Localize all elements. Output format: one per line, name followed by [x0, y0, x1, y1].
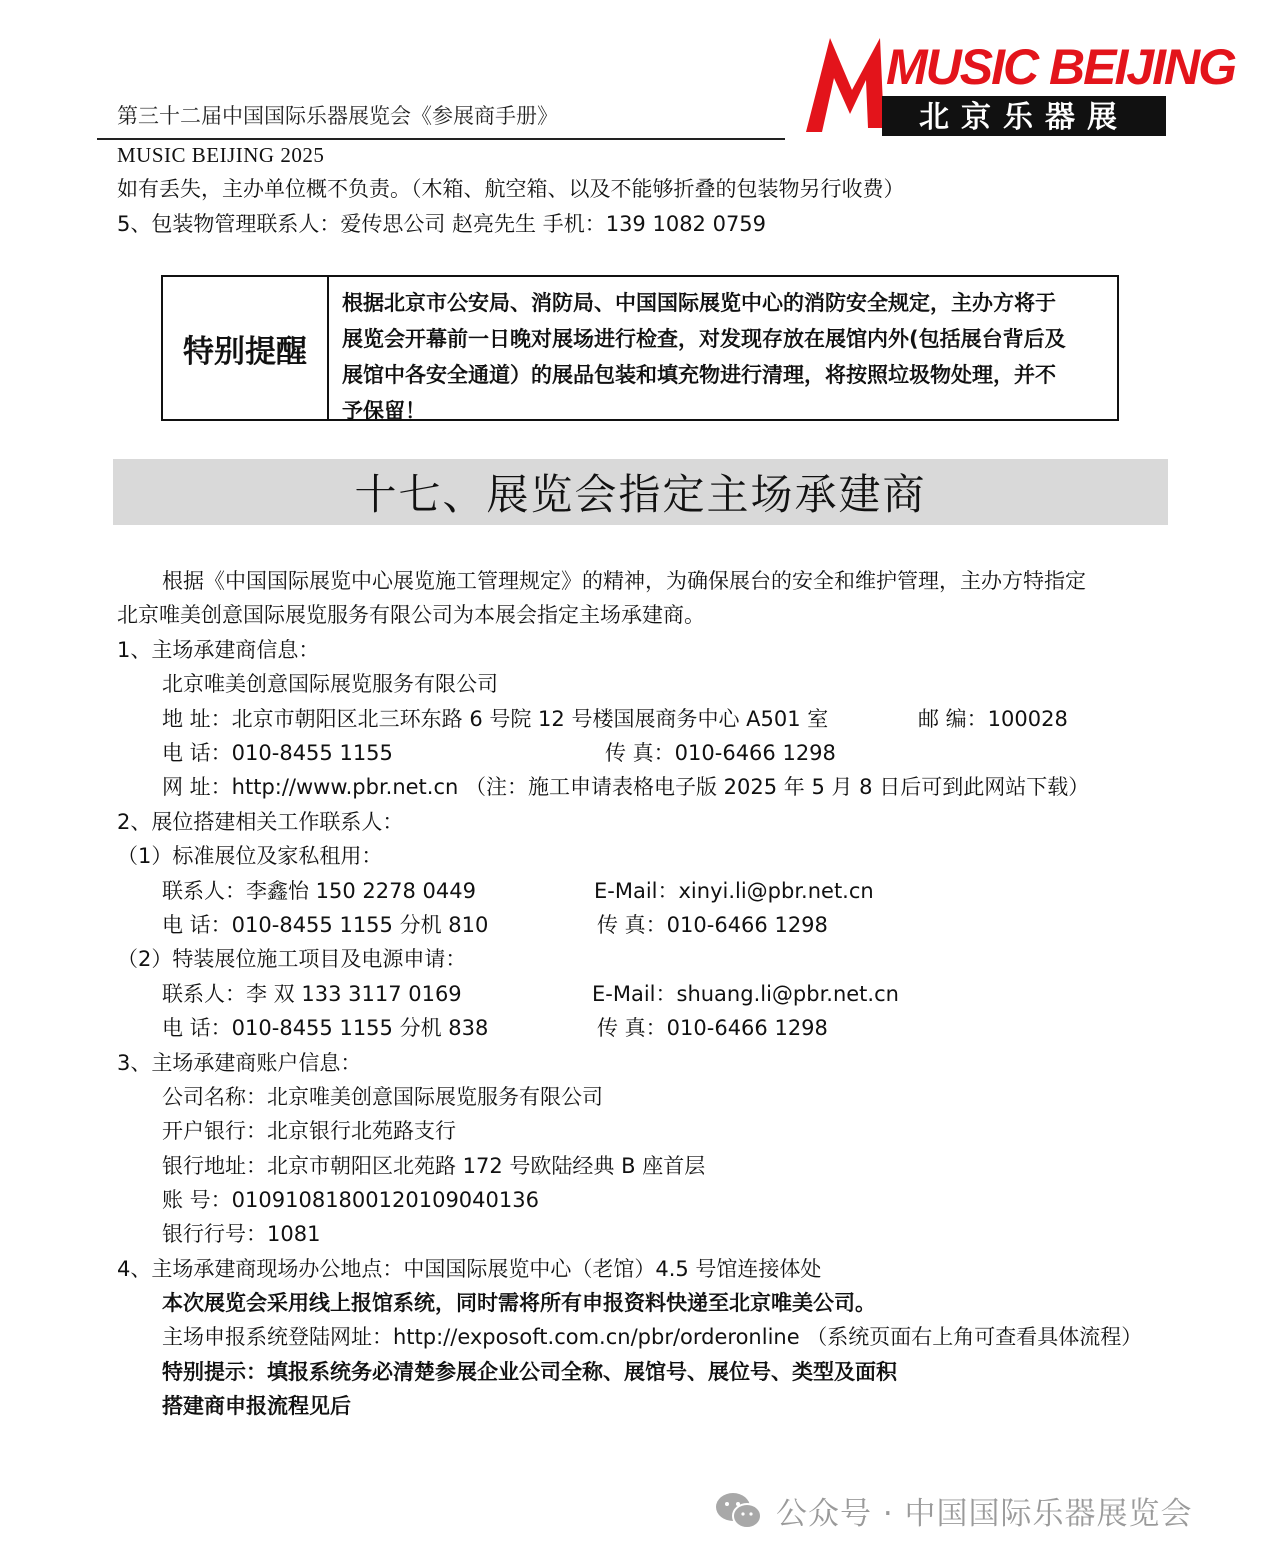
contact-2-phone: 电 话：010-8455 1155 分机 838 [162, 1016, 489, 1040]
company-name: 北京唯美创意国际展览服务有限公司 [162, 672, 498, 696]
header-rule [97, 138, 785, 140]
section-item-2: 2、展位搭建相关工作联系人： [117, 810, 404, 834]
notice-line: 根据北京市公安局、消防局、中国国际展览中心的消防安全规定，主办方将于 [342, 291, 1056, 315]
section-item-1: 1、主场承建商信息： [117, 638, 320, 662]
company-address: 地 址：北京市朝阳区北三环东路 6 号院 12 号楼国展商务中心 A501 室 [162, 707, 829, 731]
intro-line-1: 如有丢失，主办单位概不负责。（木箱、航空箱、以及不能够折叠的包装物另行收费） [117, 177, 905, 201]
body-paragraph-2: 北京唯美创意国际展览服务有限公司为本展会指定主场承建商。 [117, 603, 705, 627]
header-subtitle: MUSIC BEIJING 2025 [117, 143, 325, 167]
notice-text [342, 285, 1112, 429]
contact-1-email: E-Mail：xinyi.li@pbr.net.cn [594, 879, 874, 903]
account-company: 公司名称：北京唯美创意国际展览服务有限公司 [162, 1085, 603, 1109]
contact-1-fax: 传 真：010-6466 1298 [597, 913, 828, 937]
online-system-note: 本次展览会采用线上报馆系统，同时需将所有申报资料快递至北京唯美公司。 [162, 1291, 876, 1315]
account-bank-address: 银行地址：北京市朝阳区北苑路 172 号欧陆经典 B 座首层 [162, 1154, 706, 1178]
header-title: 第三十二届中国国际乐器展览会《参展商手册》 [117, 104, 558, 128]
company-fax: 传 真：010-6466 1298 [605, 741, 836, 765]
contact-2-email: E-Mail：shuang.li@pbr.net.cn [592, 982, 899, 1006]
contact-1-name: 联系人：李鑫怡 150 2278 0449 [162, 879, 476, 903]
section-item-3: 3、主场承建商账户信息： [117, 1051, 362, 1075]
account-number: 账 号：01091081800120109040136 [162, 1188, 539, 1212]
wechat-icon [714, 1491, 764, 1531]
notice-label: 特别提醒 [163, 277, 329, 419]
company-website: 网 址：http://www.pbr.net.cn （注：施工申请表格电子版 2025 年 5 月 8 日后可到此网站下载） [162, 775, 1090, 799]
section-item-4: 4、主场承建商现场办公地点：中国国际展览中心（老馆）4.5 号馆连接体处 [117, 1257, 822, 1281]
watermark-text: 公众号 · 中国国际乐器展览会 [776, 1496, 1193, 1532]
intro-line-2: 5、包装物管理联系人：爱传思公司 赵亮先生 手机：139 1082 0759 [117, 212, 767, 236]
login-url-line: 主场申报系统登陆网址：http://exposoft.com.cn/pbr/orderonline （系统页面右上角可查看具体流程） [162, 1325, 1143, 1349]
section-heading: 十七、展览会指定主场承建商 [113, 459, 1168, 525]
logo-lettering-en: MUSIC BEIJING [886, 39, 1236, 95]
company-postcode: 邮 编：100028 [918, 707, 1068, 731]
special-tip: 特别提示：填报系统务必清楚参展企业公司全称、展馆号、展位号、类型及面积 [162, 1360, 897, 1384]
account-bank: 开户银行：北京银行北苑路支行 [162, 1119, 456, 1143]
body-paragraph-1: 根据《中国国际展览中心展览施工管理规定》的精神，为确保展台的安全和维护管理，主办方特指定 [162, 569, 1086, 593]
process-note: 搭建商申报流程见后 [162, 1394, 351, 1418]
special-notice-box [161, 275, 1119, 421]
contact-2-name: 联系人：李 双 133 3117 0169 [162, 982, 462, 1006]
contact-2-fax: 传 真：010-6466 1298 [597, 1016, 828, 1040]
company-phone: 电 话：010-8455 1155 [162, 741, 393, 765]
account-bank-code: 银行行号：1081 [162, 1222, 321, 1246]
notice-line: 展览会开幕前一日晚对展场进行检查，对发现存放在展馆内外(包括展台背后及 [342, 327, 1066, 351]
logo-lettering-cn: 北京乐器展 [919, 100, 1129, 135]
contact-1-phone: 电 话：010-8455 1155 分机 810 [162, 913, 489, 937]
notice-line: 展馆中各安全通道）的展品包装和填充物进行清理，将按照垃圾物处理，并不 [342, 363, 1056, 387]
subsection-2-1: （1）标准展位及家私租用： [117, 844, 383, 868]
notice-line: 予保留！ [342, 399, 426, 423]
music-beijing-logo [800, 28, 1236, 140]
subsection-2-2: （2）特装展位施工项目及电源申请： [117, 947, 467, 971]
